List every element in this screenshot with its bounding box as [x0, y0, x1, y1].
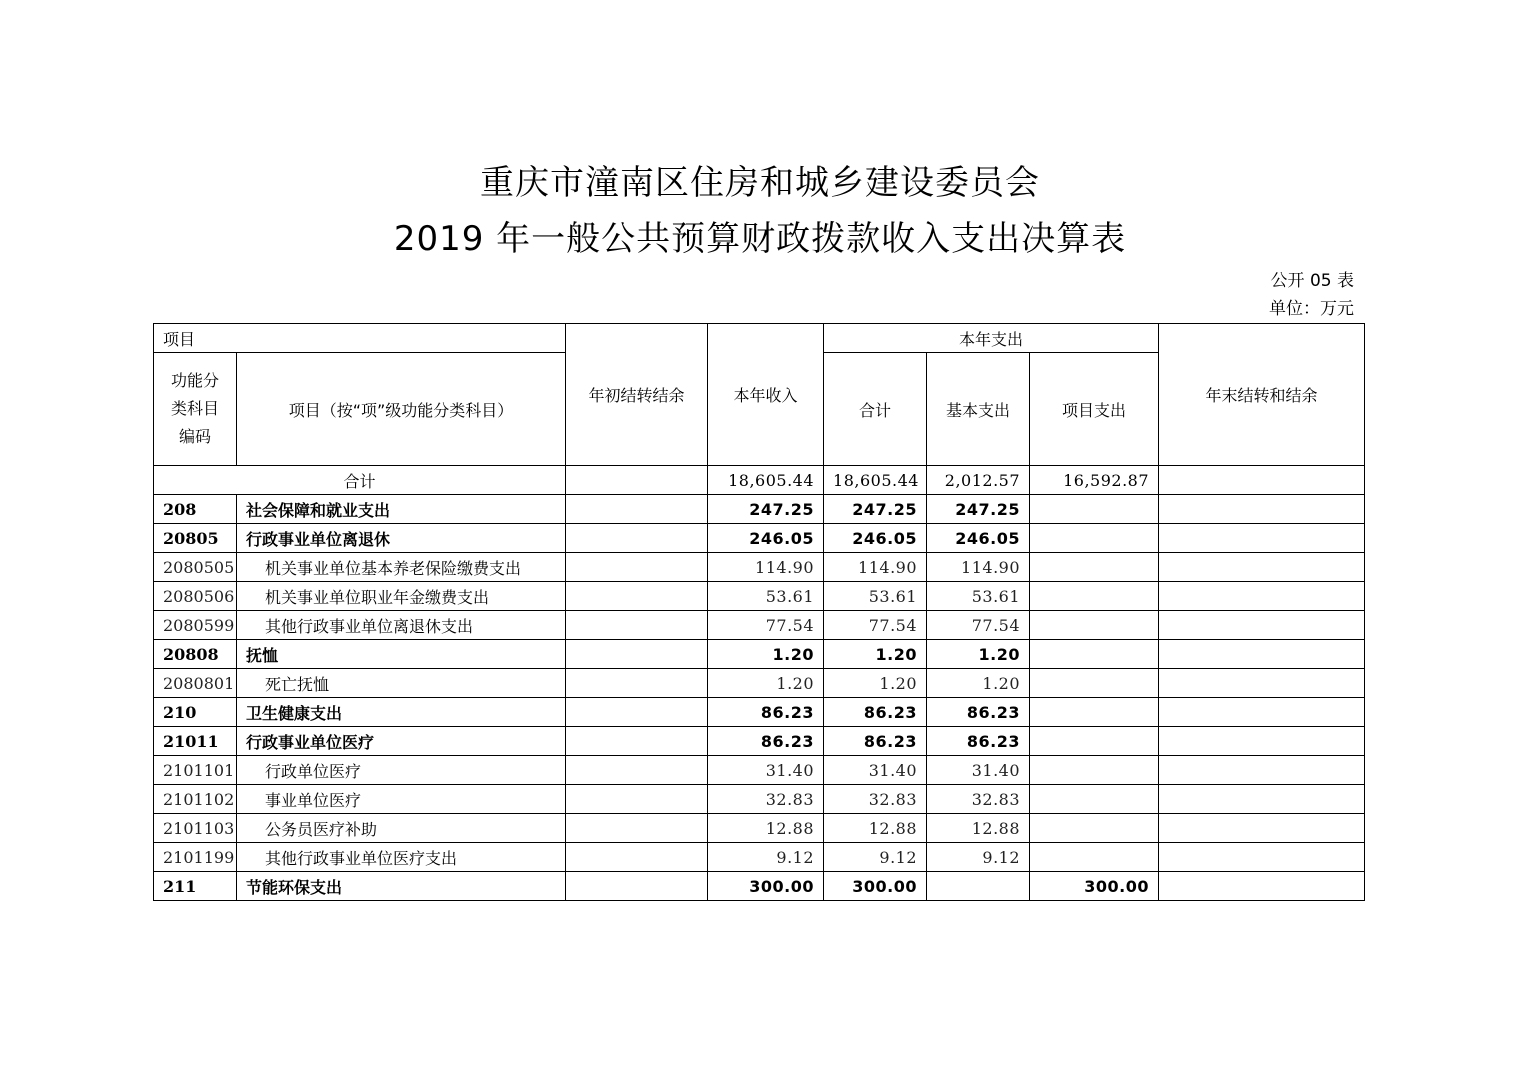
row-income: 53.61 — [708, 582, 824, 611]
row-income: 86.23 — [708, 698, 824, 727]
row-code: 2101102 — [154, 785, 237, 814]
row-code: 2080599 — [154, 611, 237, 640]
header-total: 合计 — [824, 353, 927, 466]
row-code: 21011 — [154, 727, 237, 756]
row-opening — [566, 640, 708, 669]
row-closing — [1159, 553, 1365, 582]
row-project — [1030, 611, 1159, 640]
row-project — [1030, 843, 1159, 872]
header-code-line2: 类科目 — [170, 399, 219, 418]
total-total: 18,605.44 — [824, 466, 927, 495]
row-basic: 53.61 — [927, 582, 1030, 611]
total-project: 16,592.87 — [1030, 466, 1159, 495]
row-income: 246.05 — [708, 524, 824, 553]
row-opening — [566, 495, 708, 524]
row-income: 247.25 — [708, 495, 824, 524]
row-name: 节能环保支出 — [237, 872, 566, 901]
form-number: 公开 05 表 — [1270, 271, 1354, 291]
row-opening — [566, 553, 708, 582]
row-total: 9.12 — [824, 843, 927, 872]
row-project — [1030, 785, 1159, 814]
row-code: 2101103 — [154, 814, 237, 843]
row-basic: 247.25 — [927, 495, 1030, 524]
row-code: 2080505 — [154, 553, 237, 582]
row-name: 行政事业单位离退休 — [237, 524, 566, 553]
row-name: 死亡抚恤 — [237, 669, 566, 698]
row-code: 211 — [154, 872, 237, 901]
row-project — [1030, 669, 1159, 698]
row-total: 300.00 — [824, 872, 927, 901]
row-opening — [566, 872, 708, 901]
row-income: 12.88 — [708, 814, 824, 843]
table-row — [154, 669, 1365, 698]
header-closing-balance: 年末结转和结余 — [1159, 324, 1365, 466]
row-name: 社会保障和就业支出 — [237, 495, 566, 524]
row-total: 32.83 — [824, 785, 927, 814]
row-opening — [566, 669, 708, 698]
row-opening — [566, 727, 708, 756]
row-basic: 86.23 — [927, 698, 1030, 727]
row-project — [1030, 495, 1159, 524]
row-name: 卫生健康支出 — [237, 698, 566, 727]
row-total: 246.05 — [824, 524, 927, 553]
table-row — [154, 727, 1365, 756]
row-income: 114.90 — [708, 553, 824, 582]
header-project-exp: 项目支出 — [1030, 353, 1159, 466]
header-code — [154, 353, 237, 466]
row-closing — [1159, 524, 1365, 553]
header-expenditure-group: 本年支出 — [824, 324, 1159, 353]
row-code: 210 — [154, 698, 237, 727]
row-total: 31.40 — [824, 756, 927, 785]
row-closing — [1159, 495, 1365, 524]
table-row — [154, 611, 1365, 640]
row-project — [1030, 553, 1159, 582]
row-name: 事业单位医疗 — [237, 785, 566, 814]
row-opening — [566, 698, 708, 727]
total-closing — [1159, 466, 1365, 495]
row-closing — [1159, 843, 1365, 872]
row-opening — [566, 843, 708, 872]
row-name: 机关事业单位基本养老保险缴费支出 — [237, 553, 566, 582]
row-income: 9.12 — [708, 843, 824, 872]
header-income: 本年收入 — [708, 324, 824, 466]
row-closing — [1159, 814, 1365, 843]
row-project — [1030, 524, 1159, 553]
table-row — [154, 553, 1365, 582]
row-code: 2101101 — [154, 756, 237, 785]
total-opening — [566, 466, 708, 495]
row-closing — [1159, 698, 1365, 727]
row-opening — [566, 756, 708, 785]
row-income: 31.40 — [708, 756, 824, 785]
row-basic: 31.40 — [927, 756, 1030, 785]
header-code-line1: 功能分 — [170, 371, 219, 390]
row-opening — [566, 611, 708, 640]
table-row — [154, 843, 1365, 872]
row-income: 1.20 — [708, 669, 824, 698]
row-closing — [1159, 756, 1365, 785]
row-opening — [566, 785, 708, 814]
row-name: 其他行政事业单位医疗支出 — [237, 843, 566, 872]
row-closing — [1159, 582, 1365, 611]
total-row — [154, 466, 1365, 495]
row-basic: 12.88 — [927, 814, 1030, 843]
row-opening — [566, 524, 708, 553]
row-code: 2101199 — [154, 843, 237, 872]
row-opening — [566, 814, 708, 843]
row-income: 32.83 — [708, 785, 824, 814]
table-row — [154, 814, 1365, 843]
row-total: 247.25 — [824, 495, 927, 524]
row-total: 77.54 — [824, 611, 927, 640]
row-basic: 246.05 — [927, 524, 1030, 553]
table-row — [154, 698, 1365, 727]
row-closing — [1159, 640, 1365, 669]
row-total: 114.90 — [824, 553, 927, 582]
table-row — [154, 524, 1365, 553]
row-basic: 32.83 — [927, 785, 1030, 814]
document-title-line2: 2019 年一般公共预算财政拨款收入支出决算表 — [393, 219, 1127, 259]
row-name: 机关事业单位职业年金缴费支出 — [237, 582, 566, 611]
table-row — [154, 582, 1365, 611]
row-income: 77.54 — [708, 611, 824, 640]
row-project: 300.00 — [1030, 872, 1159, 901]
row-income: 300.00 — [708, 872, 824, 901]
row-name: 行政事业单位医疗 — [237, 727, 566, 756]
row-basic: 1.20 — [927, 669, 1030, 698]
row-code: 20808 — [154, 640, 237, 669]
row-code: 208 — [154, 495, 237, 524]
row-closing — [1159, 785, 1365, 814]
unit-label: 单位：万元 — [1269, 299, 1354, 319]
table-row — [154, 495, 1365, 524]
row-name: 行政单位医疗 — [237, 756, 566, 785]
row-name: 抚恤 — [237, 640, 566, 669]
row-total: 1.20 — [824, 669, 927, 698]
row-project — [1030, 814, 1159, 843]
row-total: 86.23 — [824, 698, 927, 727]
row-project — [1030, 582, 1159, 611]
row-project — [1030, 640, 1159, 669]
row-basic — [927, 872, 1030, 901]
row-project — [1030, 698, 1159, 727]
row-basic: 9.12 — [927, 843, 1030, 872]
row-total: 1.20 — [824, 640, 927, 669]
row-closing — [1159, 669, 1365, 698]
header-item-name: 项目（按“项”级功能分类科目） — [237, 353, 566, 466]
row-basic: 1.20 — [927, 640, 1030, 669]
row-total: 12.88 — [824, 814, 927, 843]
row-project — [1030, 727, 1159, 756]
row-total: 86.23 — [824, 727, 927, 756]
row-income: 86.23 — [708, 727, 824, 756]
table-row — [154, 640, 1365, 669]
row-opening — [566, 582, 708, 611]
total-label: 合计 — [154, 466, 566, 495]
row-income: 1.20 — [708, 640, 824, 669]
row-closing — [1159, 611, 1365, 640]
header-basic: 基本支出 — [927, 353, 1030, 466]
row-basic: 114.90 — [927, 553, 1030, 582]
total-basic: 2,012.57 — [927, 466, 1030, 495]
budget-table — [153, 323, 1365, 901]
row-code: 2080506 — [154, 582, 237, 611]
row-basic: 86.23 — [927, 727, 1030, 756]
header-project: 项目 — [154, 324, 566, 353]
table-row — [154, 756, 1365, 785]
row-code: 2080801 — [154, 669, 237, 698]
row-closing — [1159, 872, 1365, 901]
total-income: 18,605.44 — [708, 466, 824, 495]
row-name: 公务员医疗补助 — [237, 814, 566, 843]
row-name: 其他行政事业单位离退休支出 — [237, 611, 566, 640]
row-code: 20805 — [154, 524, 237, 553]
header-code-line3: 编码 — [178, 427, 211, 446]
table-row — [154, 785, 1365, 814]
row-total: 53.61 — [824, 582, 927, 611]
row-closing — [1159, 727, 1365, 756]
row-project — [1030, 756, 1159, 785]
row-basic: 77.54 — [927, 611, 1030, 640]
header-opening-balance: 年初结转结余 — [566, 324, 708, 466]
document-title-line1: 重庆市潼南区住房和城乡建设委员会 — [480, 163, 1040, 203]
table-row — [154, 872, 1365, 901]
